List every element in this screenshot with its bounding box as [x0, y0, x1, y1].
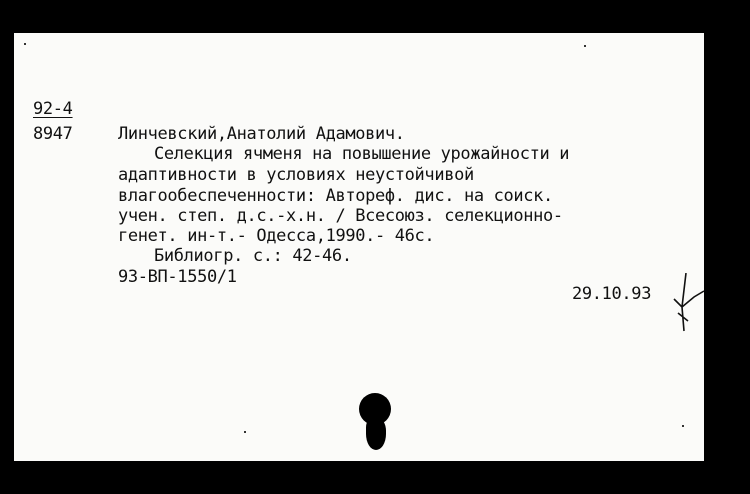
- catalog-card: [14, 33, 704, 461]
- bibliography-note: Библиогр. с.: 42-46.: [154, 246, 352, 266]
- author-heading: Линчевский,Анатолий Адамович.: [118, 124, 405, 144]
- title-line-4: учен. степ. д.с.-х.н. / Всесоюз. селекционно-: [118, 206, 563, 226]
- inventory-number: 93-ВП-1550/1: [118, 267, 237, 287]
- call-number-top: 92-4: [33, 99, 73, 119]
- title-line-5: генет. ин-т.- Одесса,1990.- 46с.: [118, 226, 435, 246]
- call-number-bottom: 8947: [33, 124, 73, 144]
- speck: [584, 45, 586, 47]
- title-line-1: Селекция ячменя на повышение урожайности и: [154, 144, 570, 164]
- speck: [244, 431, 246, 433]
- speck: [682, 425, 684, 427]
- ink-smudge-icon: [366, 418, 386, 450]
- title-line-2: адаптивности в условиях неустойчивой: [118, 165, 474, 185]
- handwritten-mark-icon: [654, 273, 704, 333]
- title-line-3: влагообеспеченности: Автореф. дис. на соиск.: [118, 186, 553, 206]
- date-stamp: 29.10.93: [572, 284, 652, 304]
- speck: [24, 43, 26, 45]
